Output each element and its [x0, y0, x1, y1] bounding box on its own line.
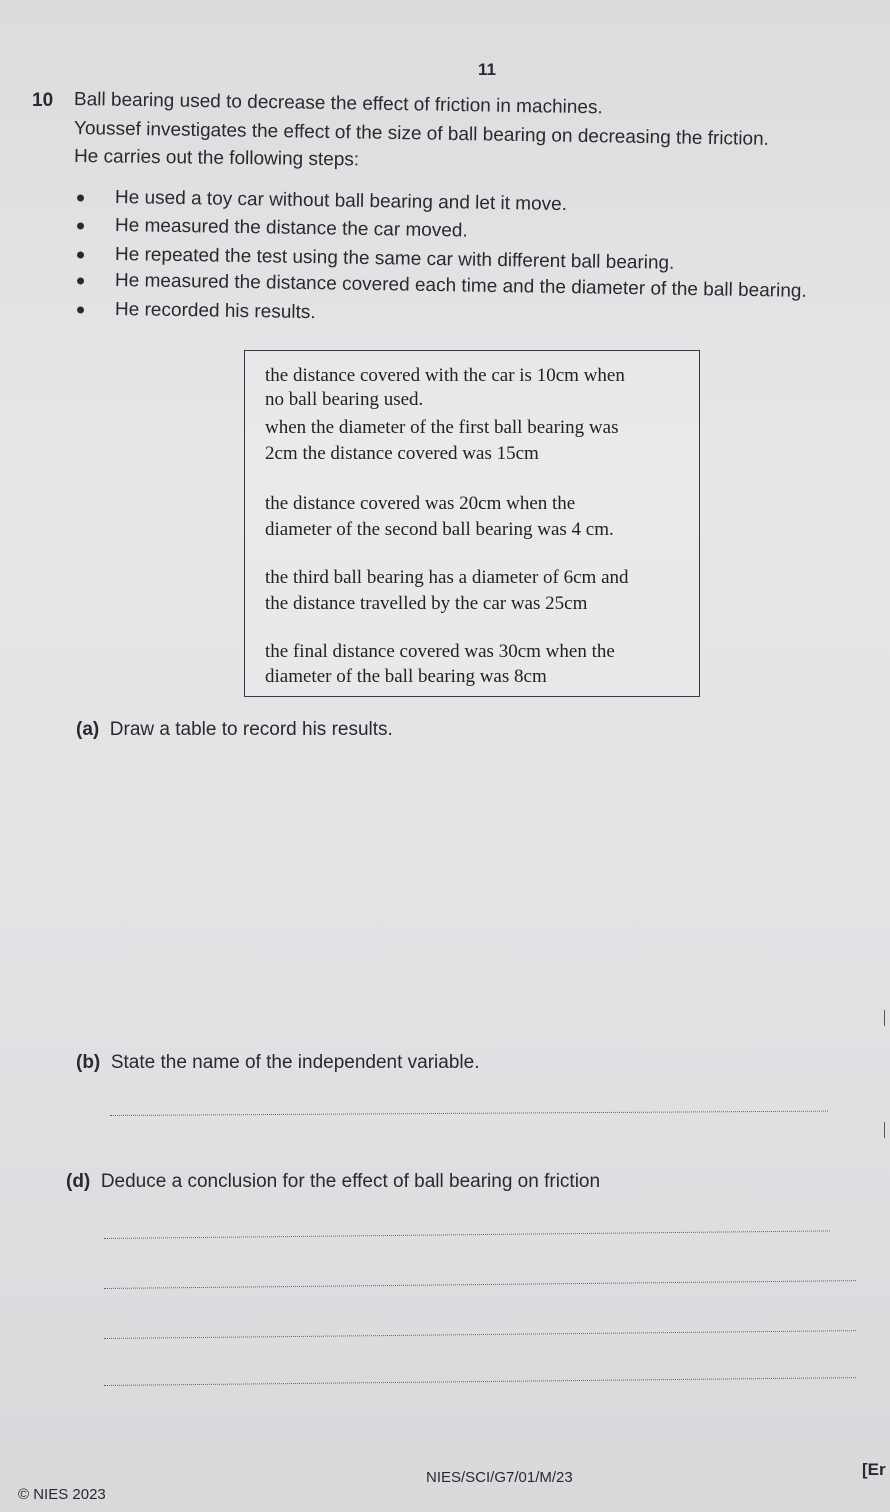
results-line: the third ball bearing has a diameter of 6cm and: [265, 567, 629, 588]
results-line: diameter of the ball bearing was 8cm: [265, 666, 547, 687]
part-b-text: State the name of the independent variable.: [110, 1052, 480, 1073]
paper-code: NIES/SCI/G7/01/M/23: [426, 1469, 573, 1486]
list-item: He used a toy car without ball bearing and let it move.: [115, 187, 567, 216]
intro-line-2: Youssef investigates the effect of the size of ball bearing on decreasing the friction.: [73, 118, 770, 150]
part-a: [76, 719, 393, 741]
results-line: 2cm the distance covered was 15cm: [265, 443, 539, 464]
bullet-icon: [77, 306, 84, 313]
bullet-icon: [77, 222, 84, 229]
answer-line[interactable]: [104, 1377, 856, 1386]
part-d: [66, 1171, 600, 1193]
mark-bracket: [884, 1122, 889, 1138]
results-line: the distance covered was 20cm when the: [265, 493, 576, 514]
answer-line[interactable]: [104, 1280, 856, 1289]
results-line: when the diameter of the first ball bearing was: [265, 417, 619, 438]
edge-mark: [Er: [862, 1460, 886, 1479]
question-number: 10: [32, 90, 54, 111]
answer-line[interactable]: [104, 1230, 830, 1239]
results-line: no ball bearing used.: [265, 389, 424, 410]
list-item: He measured the distance covered each time and the diameter of the ball bearing.: [115, 270, 807, 303]
results-line: the distance travelled by the car was 25cm: [265, 593, 588, 614]
intro-line-1: Ball bearing used to decrease the effect of friction in machines.: [73, 89, 603, 119]
part-a-text: Draw a table to record his results.: [109, 719, 393, 740]
answer-line[interactable]: [104, 1330, 856, 1339]
list-item: He measured the distance the car moved.: [115, 215, 468, 243]
results-box: [244, 350, 700, 697]
copyright: © NIES 2023: [18, 1486, 106, 1503]
bullet-icon: [77, 277, 84, 284]
bullet-icon: [77, 194, 84, 201]
mark-bracket: [884, 1010, 889, 1026]
steps-intro: He carries out the following steps:: [73, 146, 360, 171]
results-line: the distance covered with the car is 10cm when: [265, 365, 625, 386]
page-number: 11: [478, 60, 496, 79]
answer-line[interactable]: [110, 1111, 828, 1116]
part-a-label: (a): [76, 719, 100, 740]
list-item: He recorded his results.: [115, 299, 316, 324]
bullet-icon: [77, 251, 84, 258]
part-b-label: (b): [76, 1052, 101, 1073]
part-d-text: Deduce a conclusion for the effect of ball bearing on friction: [100, 1171, 601, 1192]
list-item: He repeated the test using the same car with different ball bearing.: [115, 244, 675, 275]
table-answer-space[interactable]: [110, 750, 830, 1000]
results-line: diameter of the second ball bearing was 4 cm.: [265, 519, 614, 540]
results-line: the final distance covered was 30cm when the: [265, 641, 615, 662]
part-d-label: (d): [66, 1171, 91, 1192]
part-b: [76, 1052, 479, 1074]
